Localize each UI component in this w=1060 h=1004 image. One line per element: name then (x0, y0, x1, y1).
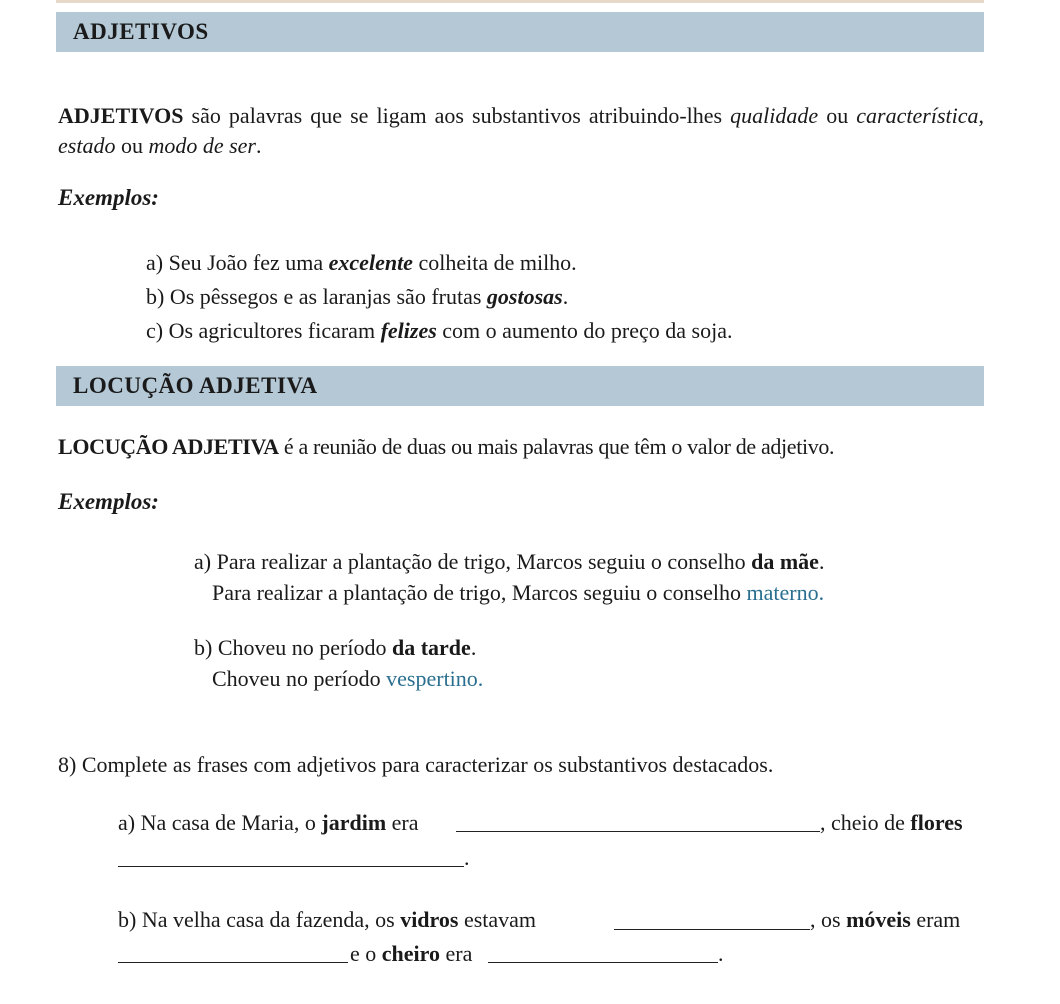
definition-term: ADJETIVOS (58, 103, 184, 128)
example-adjective: excelente (328, 250, 413, 275)
example-text: Para realizar a plantação de trigo, Marcos seguiu o conselho (211, 549, 752, 574)
answer-blank[interactable] (488, 962, 718, 963)
section-title: ADJETIVOS (73, 19, 209, 44)
locucao-definition (58, 432, 984, 462)
exercise-noun: jardim (321, 810, 387, 835)
answer-blank[interactable] (614, 929, 810, 930)
definition-text: são palavras que se ligam aos substantivos atribuindo-lhes (183, 103, 731, 128)
exercise-text: a) Na casa de Maria, o (118, 810, 322, 835)
exercise-b-line1 (118, 905, 536, 935)
definition-italic: estado (58, 133, 116, 158)
example-text: Choveu no período (212, 666, 387, 691)
example-text: com o aumento do preço da soja. (436, 318, 733, 343)
definition-italic: qualidade (730, 103, 819, 128)
example-item (146, 314, 732, 348)
definition-italic: característica (856, 103, 979, 128)
definition-term: LOCUÇÃO ADJETIVA (58, 434, 279, 459)
section-header-adjetivos (56, 12, 984, 52)
definition-text: é a reunião de duas ou mais palavras que têm o valor de adjetivo. (278, 434, 835, 459)
locucao-example-line (212, 578, 824, 608)
example-adjective: felizes (380, 318, 437, 343)
exercise-text: era (386, 810, 419, 835)
adjetivos-definition (58, 101, 984, 161)
locucao-example-line (194, 547, 824, 577)
examples-heading: Exemplos: (58, 489, 159, 514)
exercise-b-line2 (350, 939, 472, 969)
example-adjective: materno. (746, 580, 825, 605)
examples-heading: Exemplos: (58, 185, 159, 210)
locucao-example-line (194, 633, 476, 663)
example-marker: b) (194, 635, 213, 660)
answer-blank[interactable] (118, 866, 464, 867)
exercise-text: eram (910, 907, 961, 932)
example-text: colheita de milho. (412, 250, 577, 275)
locucao-example-line (212, 664, 483, 694)
exercise-noun: vidros (400, 907, 459, 932)
exercise-text: b) Na velha casa da fazenda, os (118, 907, 401, 932)
example-text: Seu João fez uma (163, 250, 329, 275)
exercise-text: e o (350, 941, 382, 966)
example-text: . (562, 284, 569, 309)
definition-italic: modo de ser (148, 133, 256, 158)
exercise-text: era (440, 941, 473, 966)
definition-text: . (256, 133, 262, 158)
exercise-a-line1-end (820, 808, 963, 838)
exercise-b-period: . (718, 941, 724, 966)
definition-text: ou (818, 103, 857, 128)
section-title: LOCUÇÃO ADJETIVA (73, 373, 318, 398)
example-marker: b) (146, 284, 165, 309)
example-marker: a) (146, 250, 164, 275)
example-adjective: vespertino. (386, 666, 484, 691)
exercise-a-period: . (464, 845, 470, 870)
example-marker: a) (194, 549, 212, 574)
exercise-text: estavam (458, 907, 537, 932)
definition-text: ou (115, 133, 149, 158)
example-marker: c) (146, 318, 164, 343)
example-text: . (818, 549, 825, 574)
example-text: Para realizar a plantação de trigo, Marcos seguiu o conselho (212, 580, 747, 605)
example-locucao: da tarde (391, 635, 471, 660)
exercise-b-line1-end (810, 905, 960, 935)
exercise-noun: cheiro (381, 941, 441, 966)
example-text: Os pêssegos e as laranjas são frutas (164, 284, 487, 309)
example-text: Choveu no período (212, 635, 392, 660)
exercise-prompt: 8) Complete as frases com adjetivos para caracterizar os substantivos destacados. (58, 752, 774, 777)
exercise-noun: flores (910, 810, 963, 835)
example-item (146, 246, 577, 280)
definition-text: , (978, 103, 984, 128)
exercise-noun: móveis (846, 907, 911, 932)
top-rule (56, 0, 984, 3)
section-header-locucao-adjetiva (56, 366, 984, 406)
example-item (146, 280, 568, 314)
exercise-text: , os (810, 907, 847, 932)
answer-blank[interactable] (456, 831, 820, 832)
example-adjective: gostosas (486, 284, 563, 309)
example-locucao: da mãe (751, 549, 819, 574)
example-text: . (470, 635, 477, 660)
answer-blank[interactable] (118, 962, 348, 963)
exercise-text: , cheio de (820, 810, 911, 835)
example-text: Os agricultores ficaram (163, 318, 381, 343)
exercise-a-line1 (118, 808, 419, 838)
